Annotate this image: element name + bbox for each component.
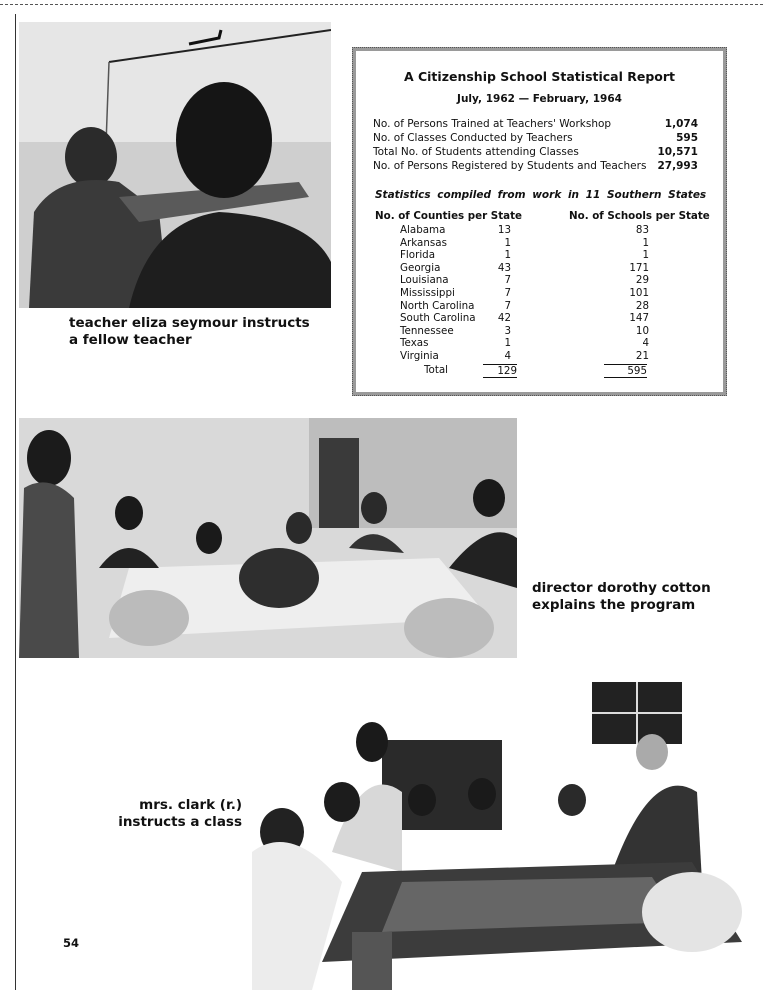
state-schools: 147 (629, 312, 649, 325)
summary-row (373, 131, 698, 145)
report-title: A Citizenship School Statistical Report (403, 69, 676, 84)
state-name: North Carolina (400, 299, 475, 312)
summary-label: No. of Persons Registered by Students and Teachers (373, 160, 647, 172)
caption-line: teacher eliza seymour instructs (69, 315, 310, 331)
photo-teacher-instructs (19, 22, 331, 308)
state-name: Georgia (400, 261, 441, 274)
summary-value: 27,993 (657, 160, 698, 172)
total-row (356, 364, 723, 378)
state-schools: 101 (629, 286, 649, 299)
summary-row (373, 117, 698, 131)
caption-line: explains the program (532, 597, 696, 613)
state-table (356, 224, 723, 363)
state-schools: 1 (642, 249, 649, 262)
state-counties: 43 (497, 261, 511, 274)
state-counties: 3 (504, 324, 511, 337)
state-counties: 13 (497, 224, 511, 236)
report-summary (373, 117, 698, 173)
state-counties: 42 (497, 312, 511, 325)
state-row (356, 249, 723, 262)
page-left-rule (15, 14, 16, 990)
statistical-report-box (352, 47, 727, 396)
state-name: Mississippi (400, 286, 455, 299)
state-row (356, 262, 723, 275)
summary-value: 10,571 (657, 146, 698, 158)
summary-label: No. of Persons Trained at Teachers' Workshop (373, 118, 612, 130)
summary-row (373, 159, 698, 173)
schools-header: No. of Schools per State (569, 210, 710, 222)
state-name: Tennessee (400, 324, 454, 337)
state-counties: 4 (504, 349, 511, 362)
state-name: Louisiana (400, 274, 449, 287)
state-row (356, 312, 723, 325)
summary-label: Total No. of Students attending Classes (373, 146, 579, 158)
report-note: Statistics compiled from work in 11 Southern States (375, 189, 707, 201)
summary-row (373, 145, 698, 159)
state-name: Virginia (400, 349, 439, 362)
caption-photo-3 (112, 797, 242, 831)
state-schools: 4 (642, 337, 649, 350)
report-subtitle: July, 1962 — February, 1964 (457, 93, 622, 105)
state-schools: 29 (635, 274, 649, 287)
caption-line: instructs a class (118, 814, 242, 830)
state-name: Texas (400, 337, 429, 350)
total-schools: 595 (604, 364, 647, 378)
state-counties: 7 (504, 274, 511, 287)
caption-line: mrs. clark (r.) (139, 797, 242, 813)
caption-photo-2 (532, 580, 722, 614)
counties-header: No. of Counties per State (375, 210, 522, 222)
summary-label: No. of Classes Conducted by Teachers (373, 132, 573, 144)
summary-value: 1,074 (664, 118, 698, 130)
total-label: Total (424, 364, 449, 376)
page-top-border (0, 4, 763, 5)
state-row (356, 287, 723, 300)
state-schools: 28 (635, 299, 649, 312)
state-row (356, 325, 723, 338)
state-name: South Carolina (400, 312, 476, 325)
state-name: Florida (400, 249, 436, 262)
state-name: Arkansas (400, 236, 447, 249)
summary-value: 595 (676, 132, 698, 144)
caption-photo-1 (69, 315, 319, 349)
caption-line: director dorothy cotton (532, 580, 711, 596)
page-number: 54 (63, 936, 80, 950)
state-row (356, 224, 723, 237)
state-counties: 7 (504, 286, 511, 299)
state-schools: 10 (635, 324, 649, 337)
state-counties: 7 (504, 299, 511, 312)
photo-mrs-clark-class (252, 682, 762, 990)
photo-director-explains (19, 418, 517, 658)
state-row (356, 350, 723, 363)
state-row (356, 337, 723, 350)
state-schools: 171 (629, 261, 649, 274)
state-row (356, 300, 723, 313)
state-schools: 21 (635, 349, 649, 362)
state-row (356, 274, 723, 287)
state-counties: 1 (504, 236, 511, 249)
state-counties: 1 (504, 337, 511, 350)
caption-line: a fellow teacher (69, 332, 192, 348)
state-schools: 1 (642, 236, 649, 249)
state-name: Alabama (400, 224, 446, 236)
total-counties: 129 (483, 364, 517, 378)
state-schools: 83 (635, 224, 649, 236)
state-row (356, 237, 723, 250)
state-counties: 1 (504, 249, 511, 262)
